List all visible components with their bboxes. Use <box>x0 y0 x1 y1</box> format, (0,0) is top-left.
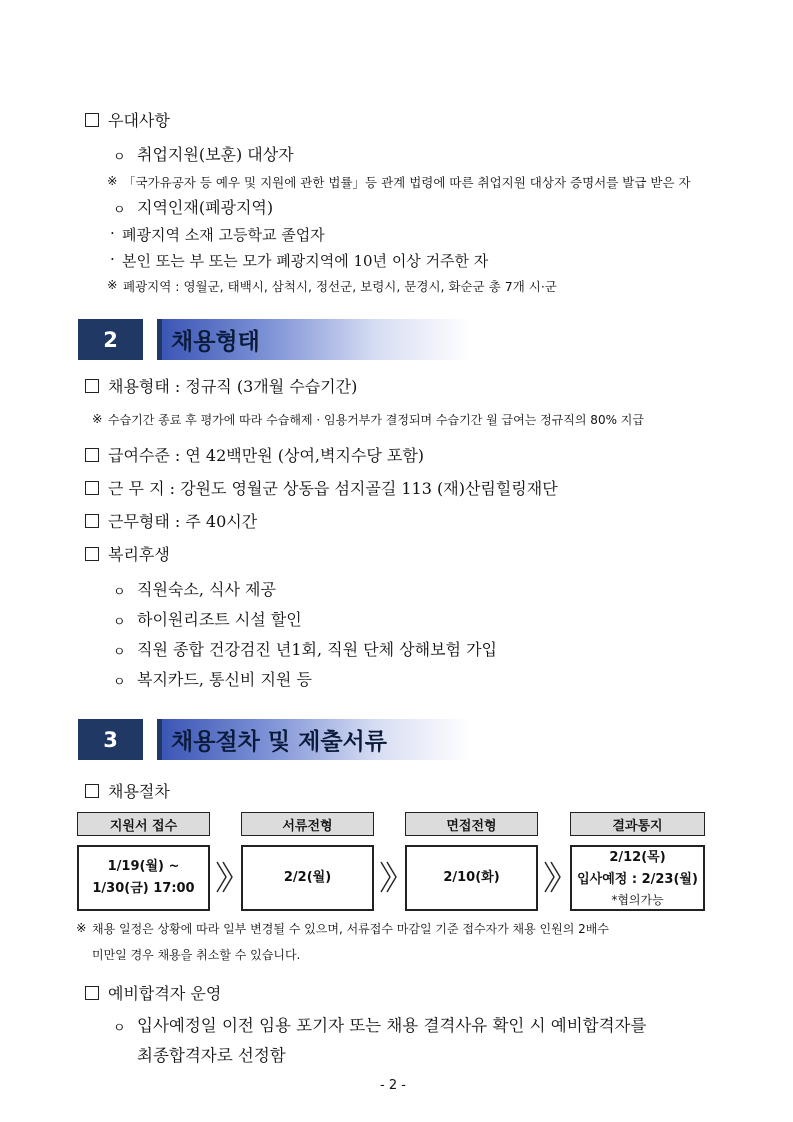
reserve-text: 최종합격자로 선정함 <box>137 1046 286 1065</box>
section-title: 채용절차 및 제출서류 <box>162 719 471 760</box>
refmark-icon: ※ <box>107 277 118 292</box>
welfare-item: 하이원리조트 시설 할인 <box>137 610 302 629</box>
note-text: 채용 일정은 상황에 따라 일부 변경될 수 있으며, 서류접수 마감일 기준 접수자가 채용 인원의 2배수 <box>92 922 609 936</box>
circle-bullet-icon: ㅇ <box>113 150 126 165</box>
step-date: 1/19(월) ~ <box>107 859 180 874</box>
step-header: 결과통지 <box>570 812 705 836</box>
checkbox-icon <box>85 547 99 561</box>
chevron-right-icon <box>378 860 400 894</box>
section-number: 2 <box>78 319 143 360</box>
step-header: 면접전형 <box>405 812 538 836</box>
refmark-icon: ※ <box>92 411 103 426</box>
note-text: 미만일 경우 채용을 취소할 수 있습니다. <box>92 948 301 962</box>
circle-bullet-icon: ㅇ <box>113 585 126 600</box>
checkbox-icon <box>85 514 99 528</box>
note-text: 수습기간 종료 후 평가에 따라 수습해제 · 임용거부가 결정되며 수습기간 월 급여는 정규직의 80% 지급 <box>108 413 644 427</box>
checkbox-icon <box>85 784 99 798</box>
step-box <box>570 845 705 911</box>
employment-type: 채용형태 : 정규직 (3개월 수습기간) <box>108 377 358 396</box>
step-header: 지원서 접수 <box>77 812 210 836</box>
chevron-right-icon <box>214 860 236 894</box>
salary: 급여수준 : 연 42백만원 (상여,벽지수당 포함) <box>108 446 425 465</box>
section-number: 3 <box>78 719 143 760</box>
welfare-item: 복지카드, 통신비 지원 등 <box>137 670 312 689</box>
refmark-icon: ※ <box>107 173 118 188</box>
step-box <box>405 845 538 911</box>
step-date: 2/10(화) <box>443 870 500 885</box>
reserve-text: 입사예정일 이전 임용 포기자 또는 채용 결격사유 확인 시 예비합격자를 <box>137 1016 647 1035</box>
preference-item: 지역인재(폐광지역) <box>137 198 274 217</box>
step-date: 1/30(금) 17:00 <box>92 881 195 896</box>
page-number: - 2 - <box>380 1078 406 1093</box>
chevron-right-icon <box>542 860 564 894</box>
step-date: 입사예정 : 2/23(월) <box>577 872 698 887</box>
work-hours: 근무형태 : 주 40시간 <box>108 512 258 531</box>
section-title: 채용형태 <box>162 319 471 360</box>
section-heading: 우대사항 <box>108 111 170 130</box>
checkbox-icon <box>85 986 99 1000</box>
process-heading: 채용절차 <box>108 782 170 801</box>
circle-bullet-icon: ㅇ <box>113 675 126 690</box>
step-date: 2/2(월) <box>283 870 332 885</box>
note-text: 「국가유공자 등 예우 및 지원에 관한 법률」등 관계 법령에 따른 취업지원 대상자 증명서를 발급 받은 자 <box>123 175 691 190</box>
checkbox-icon <box>85 481 99 495</box>
step-box <box>241 845 374 911</box>
note-text: 폐광지역 : 영월군, 태백시, 삼척시, 정선군, 보령시, 문경시, 화순군 총 7개 시·군 <box>123 279 557 294</box>
welfare-item: 직원 종합 건강검진 년1회, 직원 단체 상해보험 가입 <box>137 640 497 659</box>
step-remark: *협의가능 <box>611 893 664 907</box>
checkbox-icon <box>85 113 99 127</box>
welfare-item: 직원숙소, 식사 제공 <box>137 580 276 599</box>
sub-item: 본인 또는 부 또는 모가 폐광지역에 10년 이상 거주한 자 <box>122 252 489 270</box>
circle-bullet-icon: ㅇ <box>113 615 126 630</box>
work-location: 근 무 지 : 강원도 영월군 상동읍 섬지골길 113 (재)산림힐링재단 <box>108 479 558 498</box>
refmark-icon: ※ <box>76 920 87 935</box>
step-header: 서류전형 <box>241 812 374 836</box>
circle-bullet-icon: ㅇ <box>113 645 126 660</box>
welfare-heading: 복리후생 <box>108 545 170 564</box>
preference-item: 취업지원(보훈) 대상자 <box>137 145 294 164</box>
checkbox-icon <box>85 448 99 462</box>
step-date: 2/12(목) <box>609 850 666 865</box>
circle-bullet-icon: ㅇ <box>113 203 126 218</box>
dot-bullet-icon: · <box>110 250 115 268</box>
checkbox-icon <box>85 379 99 393</box>
dot-bullet-icon: · <box>110 224 115 242</box>
sub-item: 폐광지역 소재 고등학교 졸업자 <box>122 226 325 244</box>
step-box <box>77 845 210 911</box>
circle-bullet-icon: ㅇ <box>113 1021 126 1036</box>
reserve-heading: 예비합격자 운영 <box>108 984 222 1003</box>
